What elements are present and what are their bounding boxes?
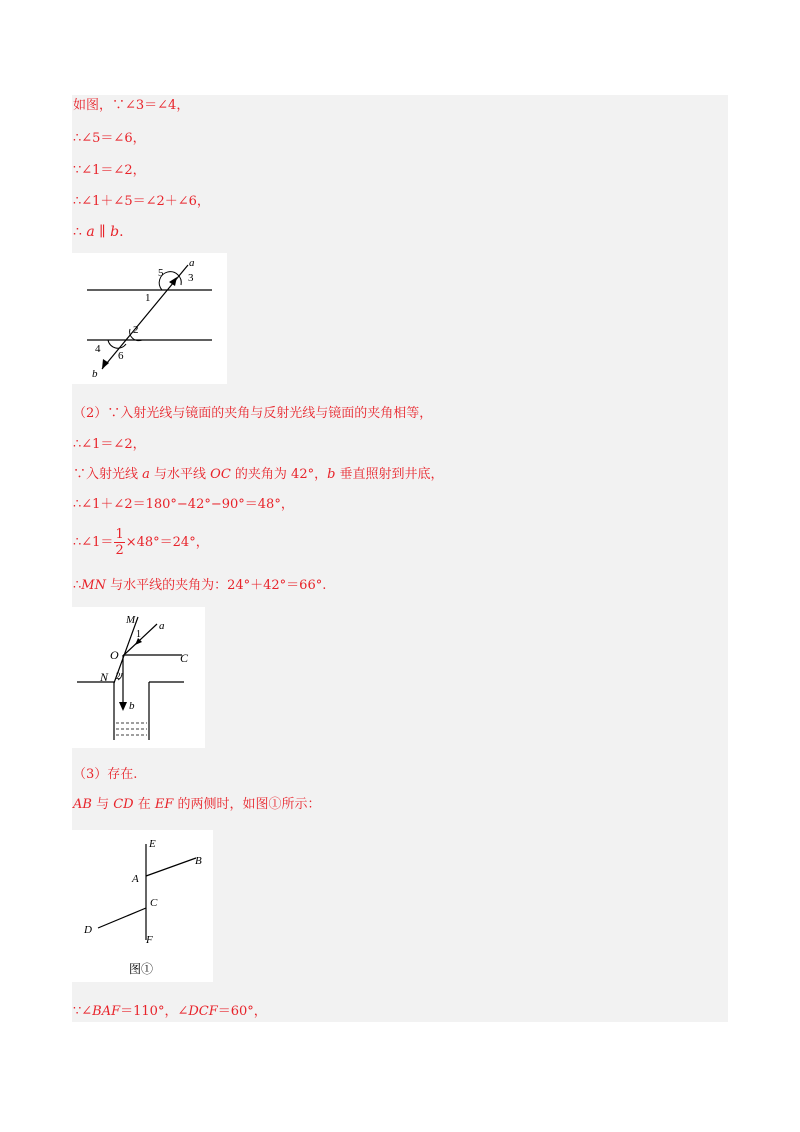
proof-line-2: ∴∠5＝∠6， (73, 131, 146, 146)
final-line: ∵∠BAF＝110°，∠DCF＝60°， (73, 1004, 267, 1019)
label-B: B (195, 855, 202, 867)
proof-line-3: ∵∠1＝∠2， (73, 163, 146, 178)
label-N: N (100, 670, 109, 684)
label-C: C (180, 651, 189, 665)
figure-mirror-well (72, 607, 205, 748)
part3-line-2: AB 与 CD 在 EF 的两侧时，如图①所示： (73, 797, 321, 812)
part2-line-5: ∴∠1＝ $\frac{1}{2}$ ×48°＝24°， (73, 527, 209, 558)
proof-conclusion: ∴ a ∥ b. (73, 224, 124, 240)
label-O: O (110, 648, 119, 662)
fraction-one-half: $\frac{1}{2}$ (115, 527, 124, 558)
label-a2: a (159, 620, 165, 632)
label-angle-2: 2 (116, 671, 121, 681)
label-3: 3 (188, 272, 194, 284)
label-F: F (146, 934, 153, 946)
figure-caption: 图① (129, 962, 154, 976)
label-A: A (132, 873, 139, 885)
label-angle-1: 1 (136, 629, 141, 640)
proof-line-4: ∴∠1＋∠5＝∠2＋∠6， (73, 194, 210, 209)
part2-line-4: ∴∠1＋∠2＝180°−42°−90°＝48°， (73, 497, 294, 512)
part3-line-1: （3）存在. (73, 767, 138, 782)
label-D: D (84, 924, 92, 936)
label-b2: b (129, 700, 135, 712)
part2-line-3: ∵入射光线 a 与水平线 OC 的夹角为 42°，b 垂直照射到井底， (73, 467, 444, 482)
label-6: 6 (118, 350, 124, 362)
part2-line-1: （2）∵入射光线与镜面的夹角与反射光线与镜面的夹角相等， (73, 406, 433, 421)
label-a: a (189, 257, 195, 269)
part2-line-6: ∴MN 与水平线的夹角为：24°＋42°＝66°. (73, 578, 327, 593)
label-2: 2 (133, 324, 139, 336)
figure-parallel-lines (72, 253, 227, 384)
label-M: M (126, 614, 136, 626)
label-5: 5 (158, 267, 164, 279)
label-C3: C (150, 897, 158, 909)
label-b: b (92, 368, 98, 380)
part2-line-2: ∴∠1＝∠2， (73, 437, 146, 452)
label-4: 4 (95, 343, 101, 355)
figure-3-svg (72, 830, 213, 982)
label-E: E (149, 838, 156, 850)
figure-1-svg (72, 253, 227, 384)
figure-2-svg (72, 607, 205, 748)
figure-ab-cd-ef (72, 830, 213, 982)
label-1: 1 (145, 292, 151, 304)
proof-line-1: 如图，∵∠3＝∠4， (73, 98, 190, 113)
